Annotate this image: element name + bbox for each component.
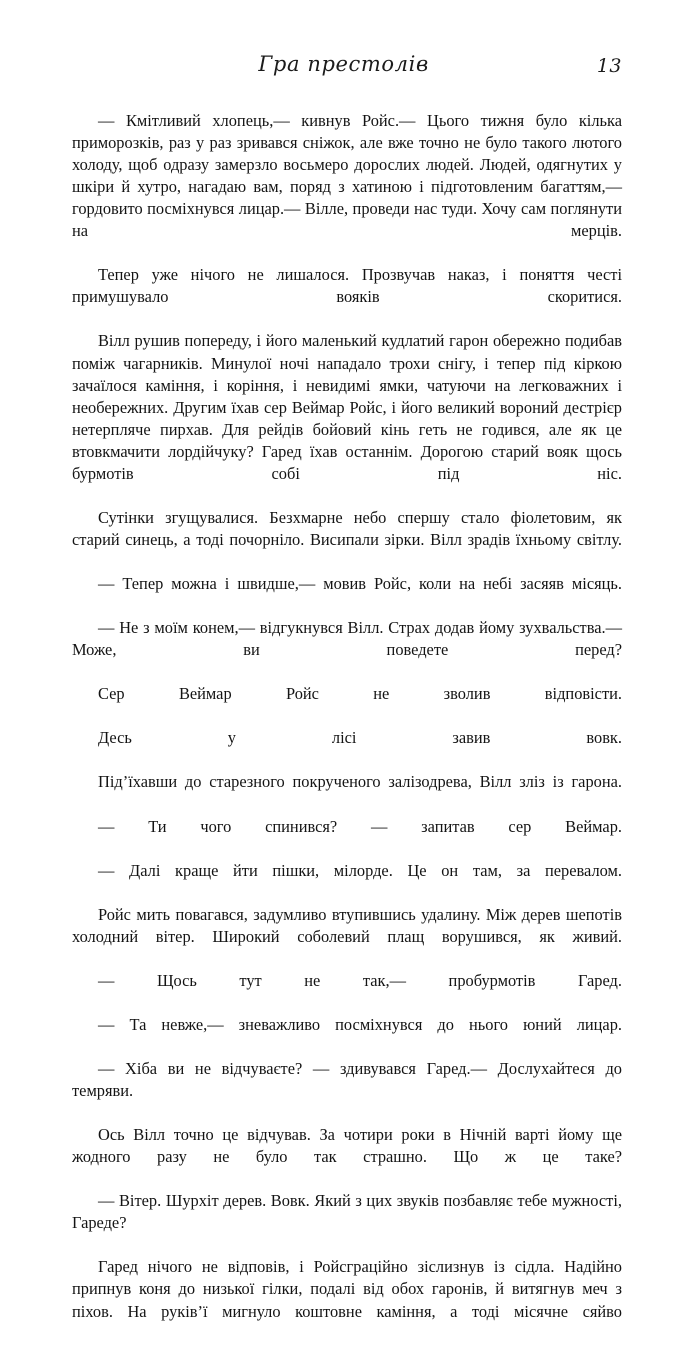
paragraph: — Та невже,— зневажливо посміхнувся до нього юний лицар.: [98, 1014, 622, 1034]
paragraph: — Ти чого спинився? — запитав сер Веймар.: [98, 816, 622, 836]
paragraph: Сутінки згущувалися. Безхмарне небо спершу стало фіолетовим, як старий синець, а тоді почорніло. Висипали зірки. Вілл зрадів їхньому світлу.: [72, 507, 622, 549]
paragraph: — Тепер можна і швидше,— мовив Ройс, коли на небі засяяв місяць.: [98, 573, 622, 593]
paragraph: Тепер уже нічого не лишалося. Прозвучав наказ, і поняття честі примушувало вояків скоритися.: [72, 265, 622, 307]
paragraph: — Далі краще йти пішки, мілорде. Це он там, за перевалом.: [98, 860, 622, 880]
paragraph: — Вітер. Шурхіт дерев. Вовк. Який з цих звуків позбавляє тебе мужності, Гареде?: [72, 1191, 622, 1233]
paragraph: — Хіба ви не відчуваєте? — здивувався Гаред.— Дослухайтеся до темряви.: [72, 1059, 622, 1101]
paragraph: Десь у лісі завив вовк.: [98, 728, 622, 748]
paragraph: Вілл рушив попереду, і його маленький кудлатий гарон обережно подибав поміж чагарників. Минулої ночі нападало трохи снігу, і тепер під кіркою зачаїлося каміння, і коріння, і невидимі ямки, чатуючи на легковажних і необережних. Другим їхав сер Веймар Ройс, і його великий вороний дестрієр нетерпляче пирхав. Для рейдів бойовий кінь геть не годився, але як це втовкмачити лордійчуку? Гаред їхав останнім. Дорогою старий вояк щось бурмотів собі під ніс.: [72, 331, 622, 483]
paragraph: Ройс мить повагався, задумливо втупившись удалину. Між дерев шепотів холодний вітер. Широкий соболевий плащ ворушився, як живий.: [72, 904, 622, 946]
body-text: [72, 110, 622, 1345]
page-number: 13: [596, 55, 622, 77]
running-head: [72, 52, 622, 86]
paragraph: Ось Вілл точно це відчував. За чотири роки в Нічній варті йому ще жодного разу не було так страшно. Що ж це таке?: [72, 1125, 622, 1167]
paragraph: — Не з моїм конем,— відгукнувся Вілл. Страх додав йому зухвальства.— Може, ви поведете перед?: [72, 618, 622, 660]
paragraph: Сер Веймар Ройс не зволив відповісти.: [98, 684, 622, 704]
paragraph: Під’їхавши до старезного покрученого залізодрева, Вілл зліз із гарона.: [98, 772, 622, 792]
paragraph: Гаред нічого не відповів, і Ройсграційно зіслизнув із сідла. Надійно припнув коня до низької гілки, подалі від обох гаронів, й витягнув меч з піхов. На руків’ї мигнуло коштовне каміння, а тоді місячне сяйво: [72, 1257, 622, 1321]
book-title: Гра престолів: [258, 52, 429, 76]
paragraph: — Щось тут не так,— пробурмотів Гаред.: [98, 970, 622, 990]
paragraph: — Кмітливий хлопець,— кивнув Ройс.— Цього тижня було кілька приморозків, раз у раз зривався сніжок, але вже точно не було такого лютого холоду, щоб одразу замерзло восьмеро дорослих людей. Людей, одягнутих у шкіри й хутро, нагадаю вам, поряд з хатиною і підготовленим багаттям,— гордовито посміхнувся лицар.— Вілле, проведи нас туди. Хочу сам поглянути на мерців.: [72, 111, 622, 241]
